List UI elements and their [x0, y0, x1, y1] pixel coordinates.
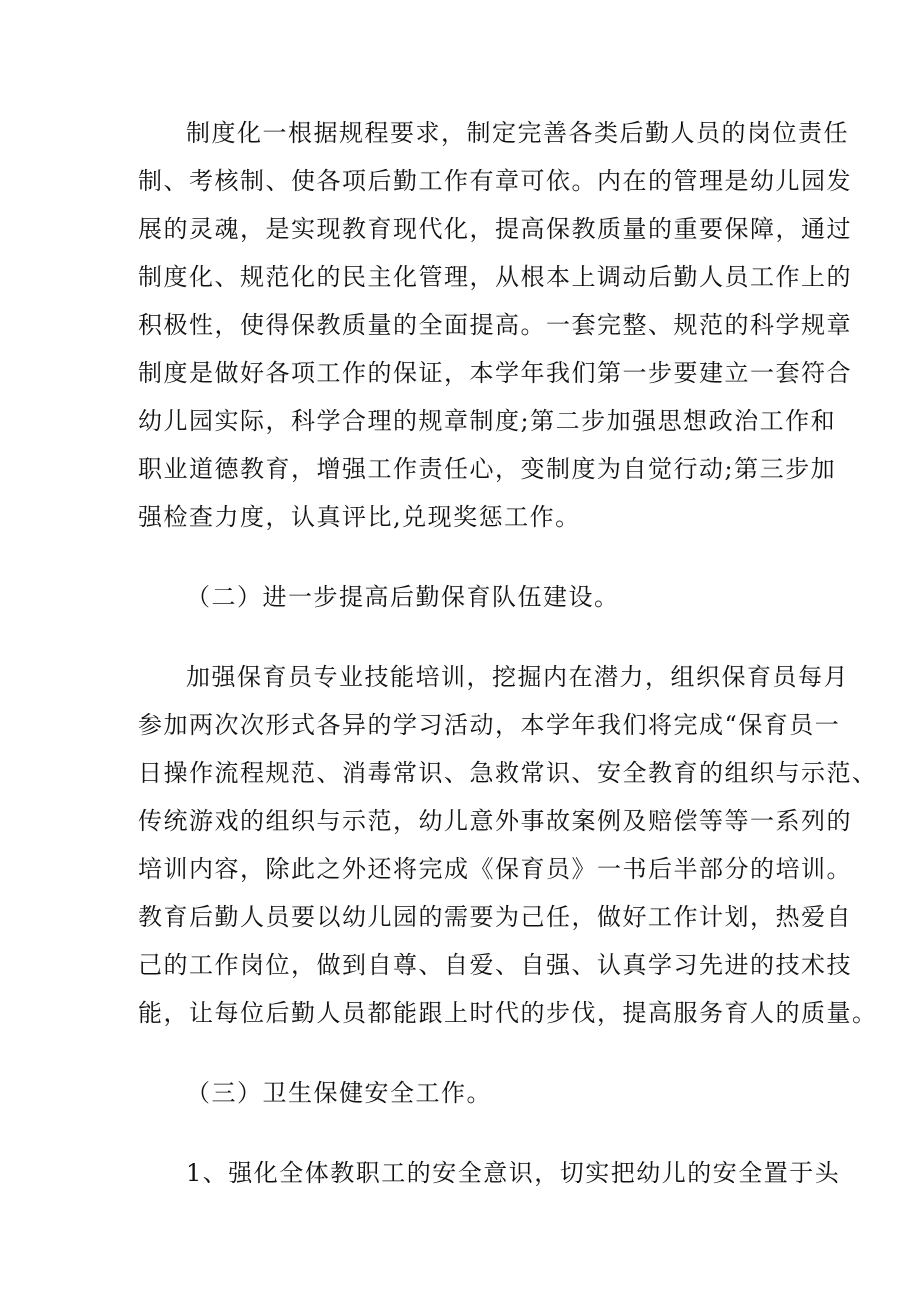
- para2-line-7: 己的工作岗位，做到自尊、自爱、自强、认真学习先进的技术技: [138, 951, 852, 979]
- para2-line-1: 加强保育员专业技能培训，挖掘内在潜力，组织保育员每月: [186, 663, 849, 691]
- list-item-1: 1、强化全体教职工的安全意识，切实把幼儿的安全置于头: [186, 1159, 841, 1187]
- para2-line-3: 日操作流程规范、消毒常识、急救常识、安全教育的组织与示范、: [138, 759, 878, 787]
- para1-line-5: 积极性，使得保教质量的全面提高。一套完整、规范的科学规章: [138, 311, 852, 339]
- para2-line-8: 能，让每位后勤人员都能跟上时代的步伐，提高服务育人的质量。: [138, 999, 878, 1027]
- para1-line-4: 制度化、规范化的民主化管理，从根本上调动后勤人员工作上的: [138, 263, 852, 291]
- para1-line-6: 制度是做好各项工作的保证，本学年我们第一步要建立一套符合: [138, 359, 852, 387]
- section-heading-2: （二）进一步提高后勤保育队伍建设。: [186, 583, 620, 611]
- para2-line-5: 培训内容，除此之外还将完成《保育员》一书后半部分的培训。: [138, 855, 852, 883]
- para2-line-4: 传统游戏的组织与示范，幼儿意外事故案例及赔偿等等一系列的: [138, 807, 852, 835]
- para2-line-2: 参加两次次形式各异的学习活动，本学年我们将完成“保育员一: [138, 711, 841, 739]
- para1-line-9: 强检查力度，认真评比,兑现奖惩工作。: [138, 503, 581, 531]
- para1-line-7: 幼儿园实际，科学合理的规章制度;第二步加强思想政治工作和: [138, 407, 837, 435]
- para2-line-6: 教育后勤人员要以幼儿园的需要为己任，做好工作计划，热爱自: [138, 903, 852, 931]
- para1-line-2: 制、考核制、使各项后勤工作有章可依。内在的管理是幼儿园发: [138, 167, 852, 195]
- section-heading-3: （三）卫生保健安全工作。: [186, 1079, 492, 1107]
- para1-line-8: 职业道德教育，增强工作责任心，变制度为自觉行动;第三步加: [138, 455, 837, 483]
- para1-line-1: 制度化一根据规程要求，制定完善各类后勤人员的岗位责任: [186, 119, 849, 147]
- para1-line-3: 展的灵魂，是实现教育现代化，提高保教质量的重要保障，通过: [138, 215, 852, 243]
